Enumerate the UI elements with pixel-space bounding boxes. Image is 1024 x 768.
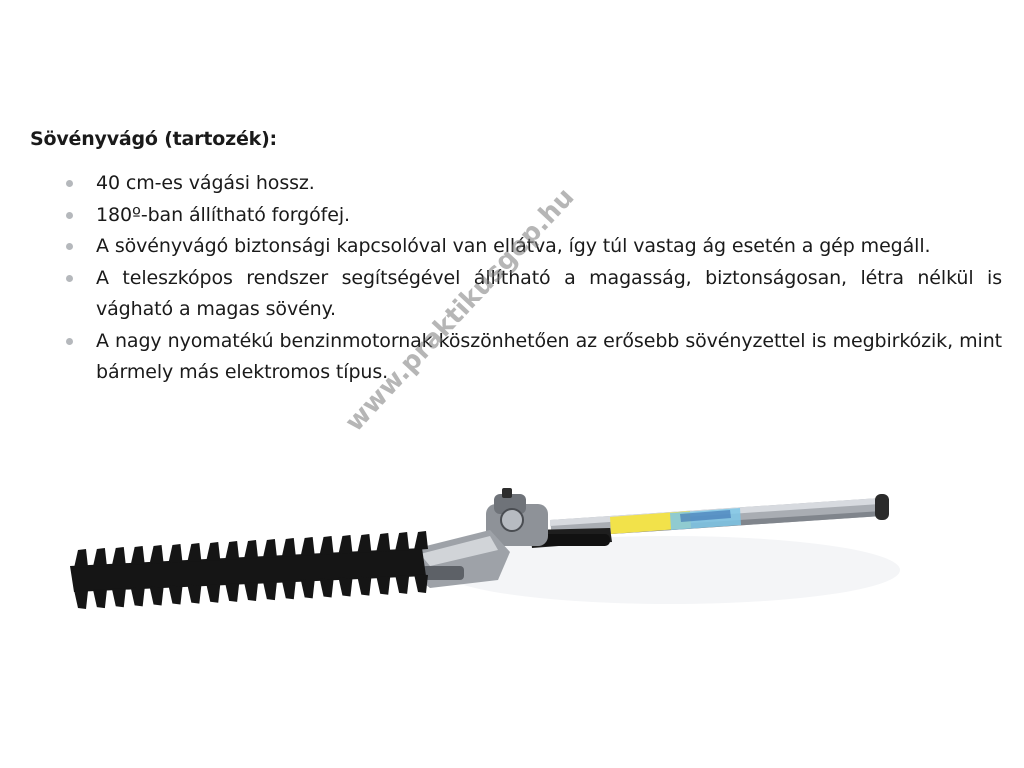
blade-tooth — [282, 538, 296, 557]
blade-tooth — [150, 545, 164, 564]
blade-tooth — [338, 578, 352, 597]
blade-tooth — [225, 541, 239, 560]
blade-tooth — [168, 544, 182, 563]
bullet-icon — [66, 338, 73, 345]
blade-tooth — [395, 575, 409, 594]
blade-tooth — [131, 587, 145, 606]
blade-tooth — [301, 537, 315, 556]
blade-tooth — [338, 535, 352, 554]
blade-tooth — [263, 581, 277, 600]
bullet-icon — [66, 212, 73, 219]
svg-text:www.praktikusgep.hu: www.praktikusgep.hu — [339, 182, 581, 438]
product-description — [30, 128, 1002, 389]
blade-tooth — [244, 540, 258, 559]
blade-tooth — [301, 579, 315, 598]
bullet-icon — [66, 275, 73, 282]
feature-item — [30, 326, 1002, 389]
bullet-icon — [66, 243, 73, 250]
blade-tooth — [376, 576, 390, 595]
blade-tooth — [395, 532, 409, 551]
blade-tooth — [320, 578, 334, 597]
section-heading: Sövényvágó (tartozék): — [30, 128, 277, 150]
feature-text: A sövényvágó biztonsági kapcsolóval van ellátva, így túl vastag ág esetén a gép megáll. — [96, 235, 931, 257]
blade-tooth — [131, 546, 145, 565]
feature-text: A teleszkópos rendszer segítségével állítható a magasság, biztonságosan, létra nélkül is vágható a magas sövény. — [96, 266, 1002, 320]
blade-tooth — [168, 586, 182, 605]
blade-tooth — [414, 574, 428, 593]
blade-tooth — [357, 534, 371, 553]
blade-tooth — [187, 543, 201, 562]
blade-tooth — [225, 583, 239, 602]
image-background — [440, 536, 900, 604]
blade-tooth — [206, 584, 220, 603]
blade-tooth — [187, 585, 201, 604]
blade-tooth — [376, 533, 390, 552]
blade-tooth — [112, 588, 126, 607]
blade-tooth — [74, 590, 88, 609]
feature-text: A nagy nyomatékú benzinmotornak köszönhetően az erősebb sövényzettel is megbirkózik, mint bármely más elektromos típus. — [96, 329, 1002, 383]
feature-item — [30, 263, 1002, 326]
blade-tooth — [244, 582, 258, 601]
feature-item — [30, 231, 1002, 263]
bullet-icon — [66, 180, 73, 187]
blade-tooth — [357, 577, 371, 596]
blade-tooth — [282, 580, 296, 599]
shaft-end-cap — [875, 494, 889, 520]
blade-tooth — [206, 542, 220, 561]
blade-tooth — [150, 586, 164, 605]
blade-tooth — [263, 539, 277, 558]
feature-item — [30, 168, 1002, 200]
blade-tooth — [320, 536, 334, 555]
hedge-trimmer-image — [50, 470, 910, 660]
blade-tooth — [414, 531, 428, 550]
feature-list — [30, 168, 1002, 389]
feature-item — [30, 200, 1002, 232]
blade-tooth — [93, 589, 107, 608]
blade-tooth — [93, 548, 107, 567]
feature-text: 40 cm-es vágási hossz. — [96, 172, 315, 194]
blade-tooth — [112, 547, 126, 566]
feature-text: 180º-ban állítható forgófej. — [96, 203, 350, 226]
blade-tooth — [74, 549, 88, 568]
